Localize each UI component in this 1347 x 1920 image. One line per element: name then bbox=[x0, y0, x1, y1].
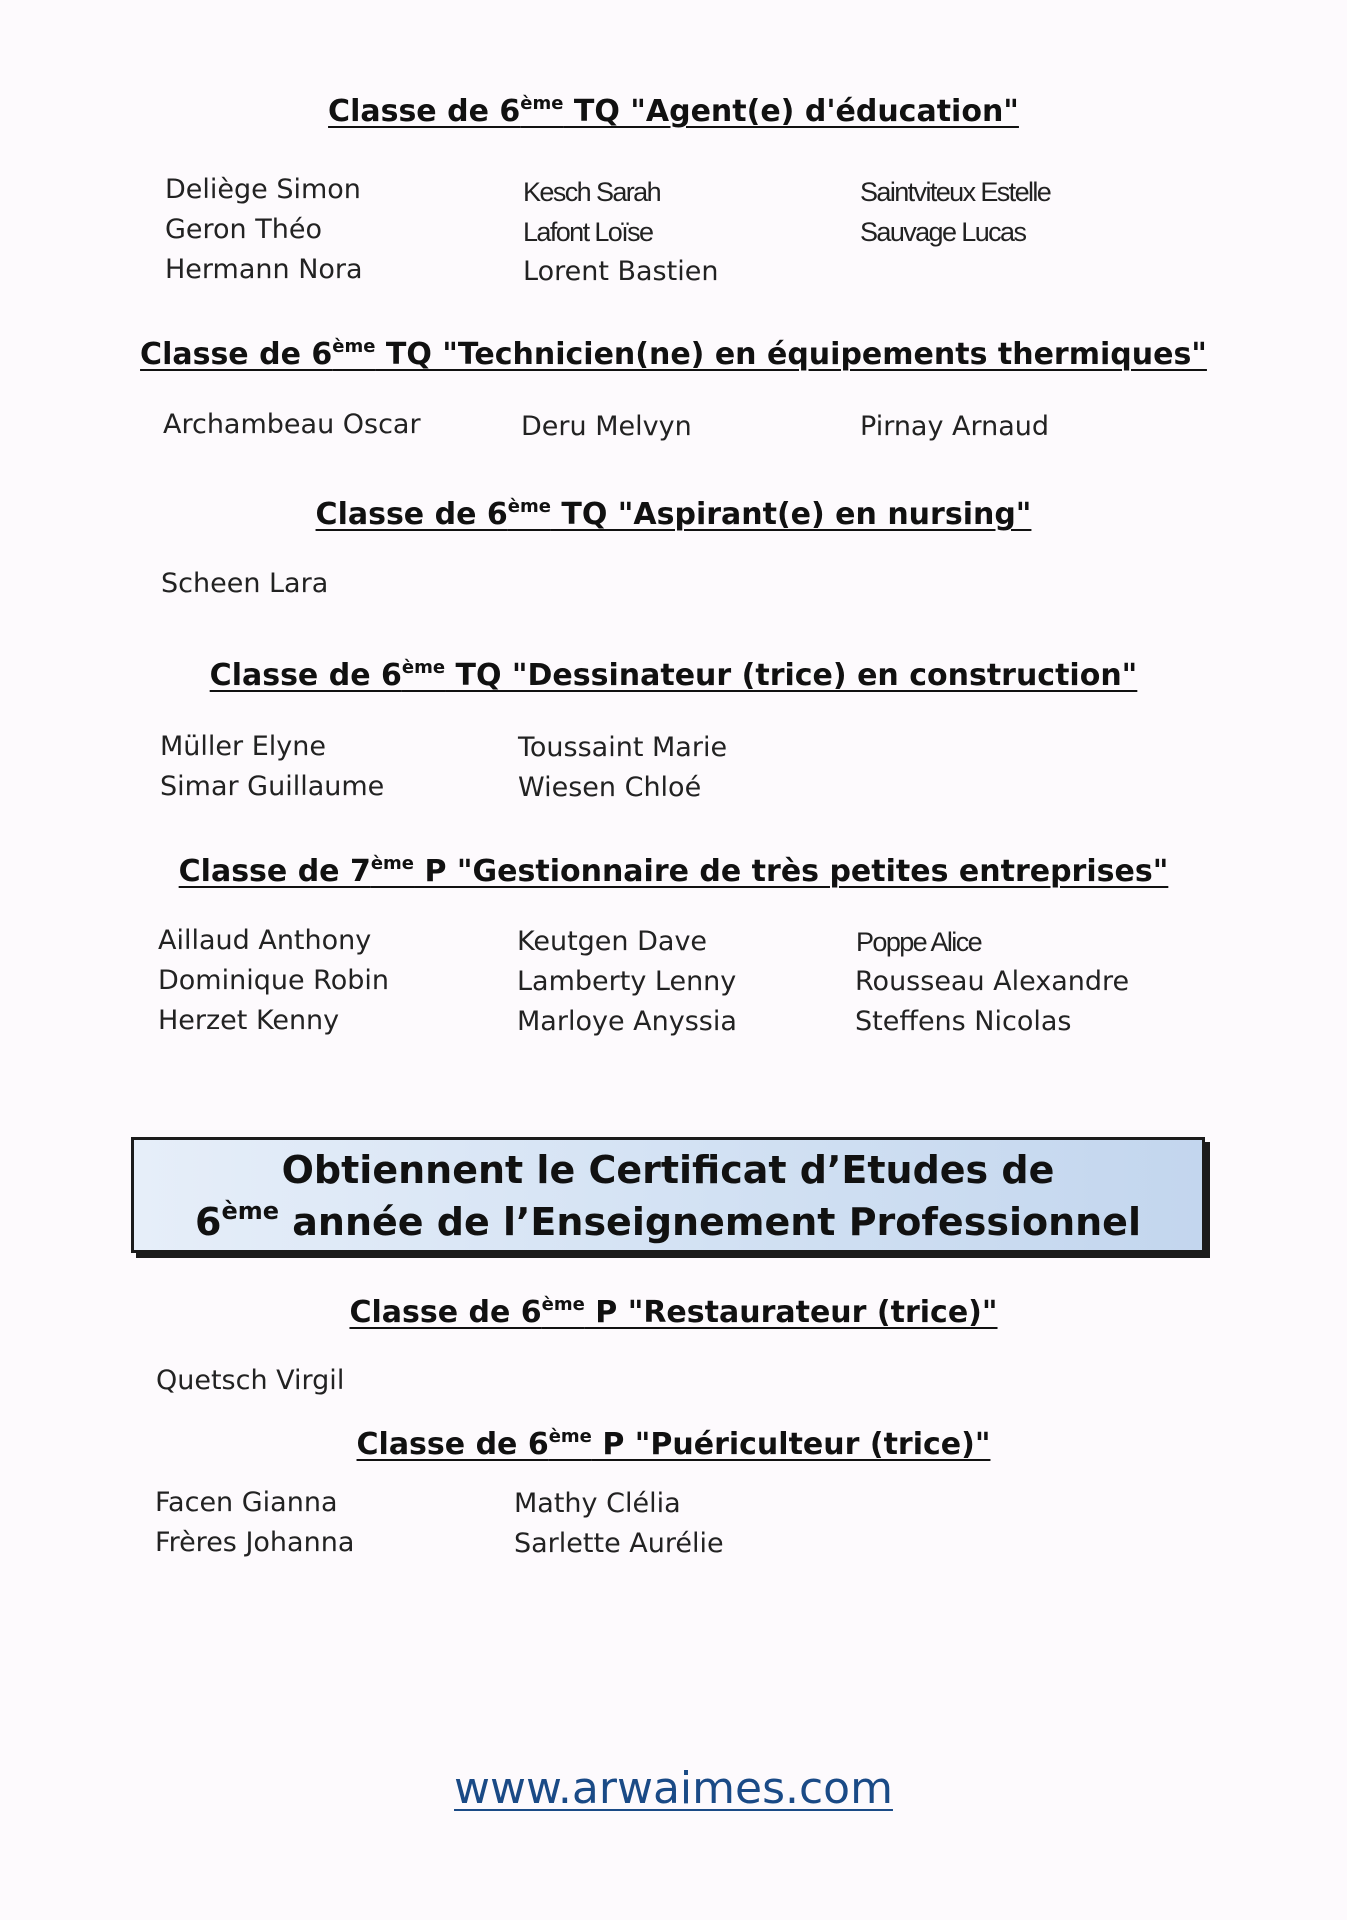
student-name: Aillaud Anthony bbox=[158, 925, 372, 956]
class-heading-dessinateur: Classe de 6ème TQ "Dessinateur (trice) en construction" bbox=[209, 657, 1138, 693]
banner-line-2: 6ème année de l’Enseignement Professionnel bbox=[195, 1197, 1141, 1244]
class-heading-technicien: Classe de 6ème TQ "Technicien(ne) en équipements thermiques" bbox=[140, 336, 1207, 372]
student-name: Geron Théo bbox=[165, 214, 322, 245]
banner-line-1: Obtiennent le Certificat d’Etudes de bbox=[281, 1148, 1055, 1192]
student-name: Lafont Loïse bbox=[523, 217, 653, 247]
class-heading-gestionnaire: Classe de 7ème P "Gestionnaire de très petites entreprises" bbox=[178, 853, 1169, 889]
student-name: Mathy Clélia bbox=[514, 1488, 681, 1519]
student-name: Pirnay Arnaud bbox=[860, 411, 1050, 442]
certificate-banner bbox=[131, 1137, 1205, 1253]
student-name: Keutgen Dave bbox=[517, 926, 708, 957]
student-name: Deliège Simon bbox=[165, 174, 361, 205]
class-heading-agent-education: Classe de 6ème TQ "Agent(e) d'éducation" bbox=[328, 93, 1019, 129]
student-name: Rousseau Alexandre bbox=[855, 966, 1130, 997]
student-name: Steffens Nicolas bbox=[855, 1006, 1072, 1037]
student-name: Marloye Anyssia bbox=[517, 1006, 737, 1037]
class-heading-puericulteur: Classe de 6ème P "Puériculteur (trice)" bbox=[356, 1426, 991, 1462]
student-name: Lamberty Lenny bbox=[517, 966, 737, 997]
student-name: Saintviteux Estelle bbox=[860, 177, 1051, 207]
student-name: Lorent Bastien bbox=[523, 256, 719, 287]
student-name: Müller Elyne bbox=[160, 731, 326, 762]
class-heading-nursing: Classe de 6ème TQ "Aspirant(e) en nursing" bbox=[315, 496, 1032, 532]
student-name: Kesch Sarah bbox=[523, 177, 660, 207]
student-name: Quetsch Virgil bbox=[156, 1365, 345, 1396]
student-name: Sauvage Lucas bbox=[860, 217, 1026, 247]
student-name: Simar Guillaume bbox=[160, 771, 385, 802]
student-name: Sarlette Aurélie bbox=[514, 1528, 724, 1559]
student-name: Wiesen Chloé bbox=[518, 772, 702, 803]
class-heading-restaurateur: Classe de 6ème P "Restaurateur (trice)" bbox=[349, 1294, 998, 1330]
student-name: Herzet Kenny bbox=[158, 1005, 340, 1036]
student-name: Hermann Nora bbox=[165, 254, 363, 285]
student-name: Archambeau Oscar bbox=[163, 409, 421, 440]
student-name: Deru Melvyn bbox=[521, 411, 692, 442]
student-name: Facen Gianna bbox=[155, 1487, 338, 1518]
website-link[interactable]: www.arwaimes.com bbox=[454, 1763, 893, 1814]
student-name: Dominique Robin bbox=[158, 965, 389, 996]
student-name: Toussaint Marie bbox=[518, 732, 728, 763]
student-name: Poppe Alice bbox=[856, 927, 982, 957]
student-name: Scheen Lara bbox=[161, 568, 329, 599]
student-name: Frères Johanna bbox=[155, 1527, 355, 1558]
